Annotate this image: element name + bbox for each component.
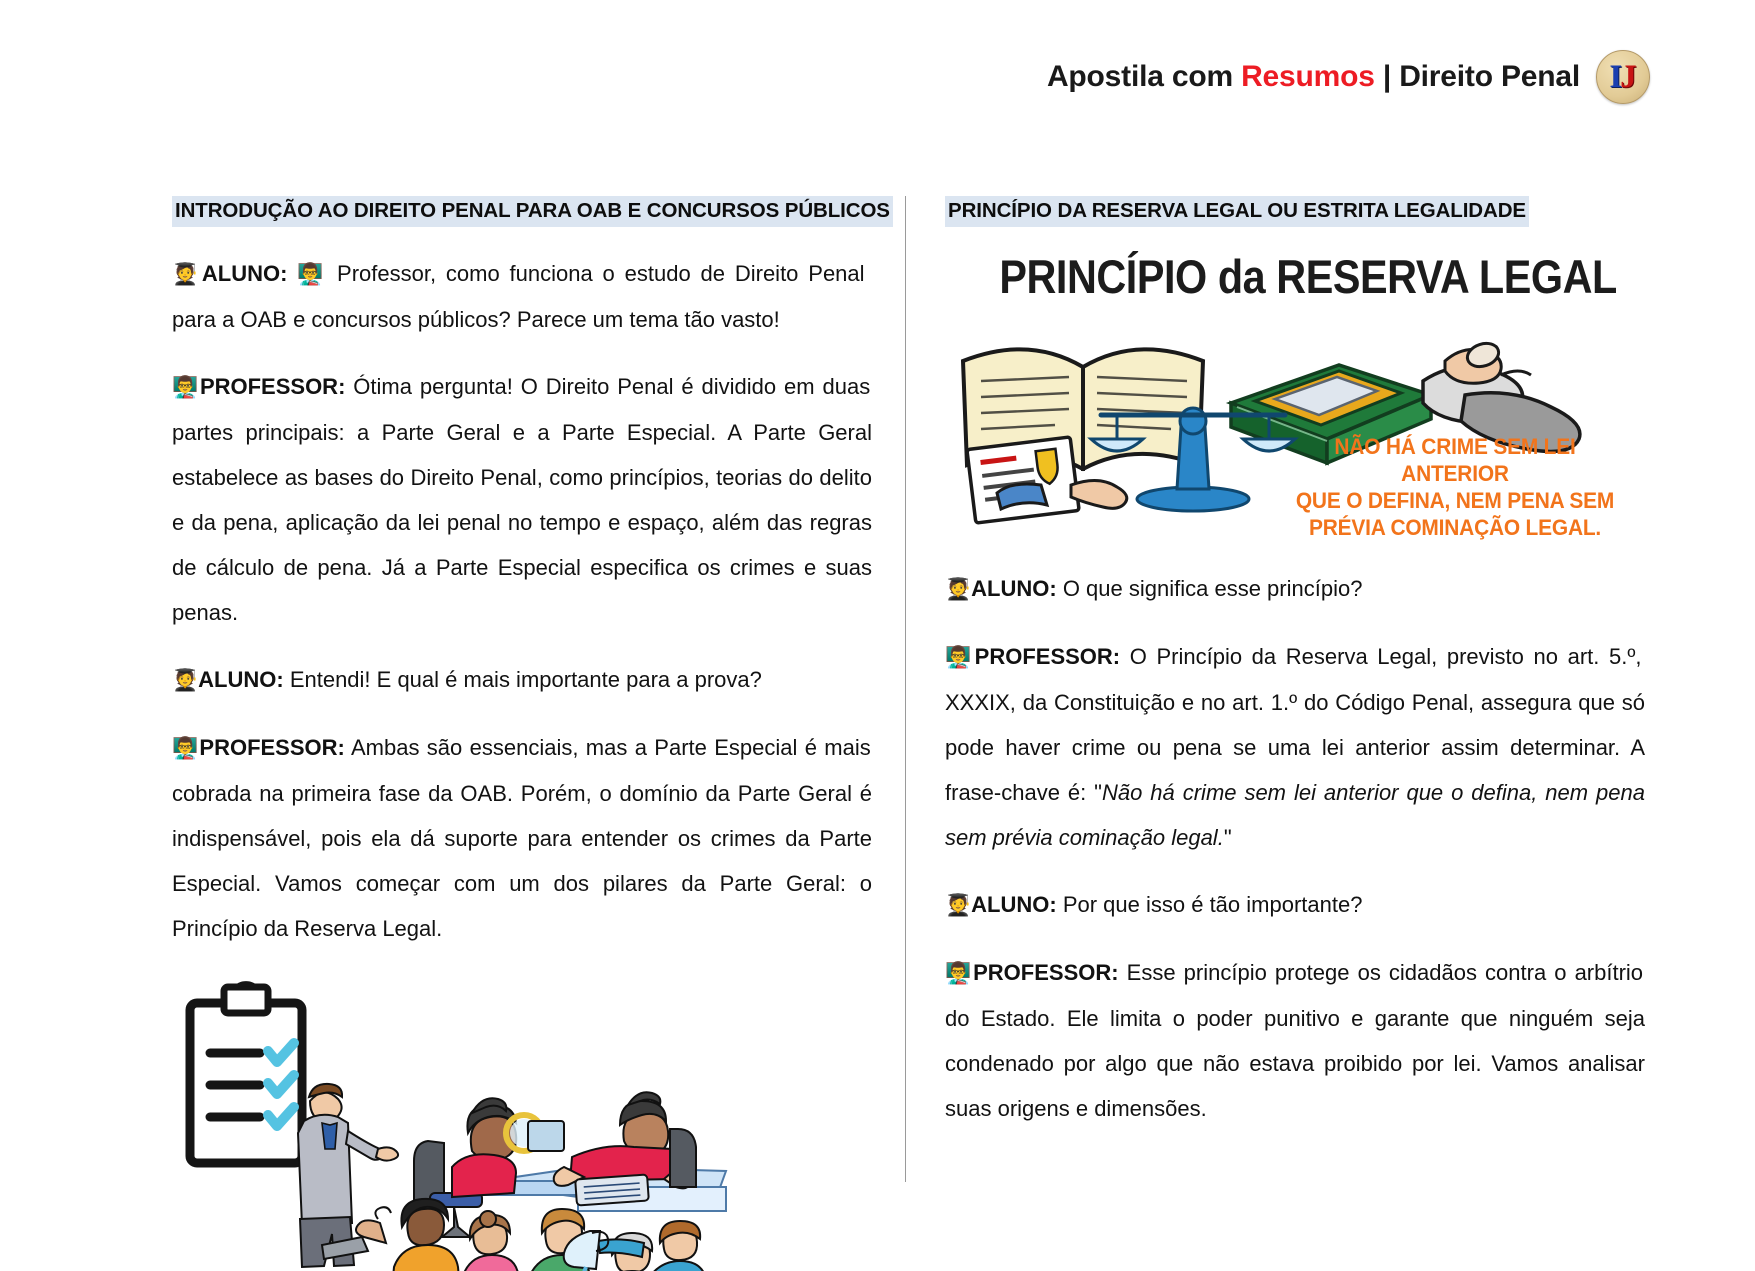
student-icon: 🧑‍🎓 (172, 668, 199, 692)
header-title (1047, 60, 1580, 94)
illustration-title-c: RESERVA LEGAL (1276, 249, 1617, 303)
reserva-legal-illustration (945, 245, 1645, 545)
illustration-caption (1284, 433, 1626, 541)
header-title-part2: Direito Penal (1399, 60, 1580, 93)
classroom-checklist-svg (172, 981, 772, 1271)
caption-line-2: QUE O DEFINA, NEM PENA SEM (1295, 487, 1615, 513)
header-title-accent: Resumos (1241, 60, 1375, 93)
speaker-label-aluno: ALUNO: (971, 891, 1057, 917)
left-column (172, 196, 890, 1271)
logo-letter-i: I (1609, 58, 1623, 95)
speaker-label-aluno: ALUNO: (201, 260, 288, 286)
teacher-icon: 👨‍🏫 (172, 375, 200, 399)
reserva-legal-quote: Não há crime sem lei anterior que o defina, nem pena sem prévia cominação legal. (945, 779, 1645, 850)
speaker-label-aluno: ALUNO: (971, 575, 1057, 601)
left-section-heading: INTRODUÇÃO AO DIREITO PENAL PARA OAB E CONCURSOS PÚBLICOS (172, 196, 893, 227)
right-paragraph-3-text: Por que isso é tão importante? (1056, 891, 1363, 917)
left-paragraph-2-text: Ótima pergunta! O Direito Penal é dividido em duas partes principais: a Parte Geral e a Parte Especial. A Parte Geral estabelece as bases do Direito Penal, como princípios, teorias do delito e da pena, aplicação da lei penal no tempo e espaço, além das regras de cálculo de pena. Já a Parte Especial especifica os crimes e suas penas. (172, 373, 872, 625)
right-paragraph-4 (945, 950, 1645, 1131)
speaker-label-professor: PROFESSOR: (199, 734, 345, 760)
teacher-icon: 👨‍🏫 (297, 262, 328, 286)
left-paragraph-4-text: Ambas são essenciais, mas a Parte Especial é mais cobrada na primeira fase da OAB. Porém, o domínio da Parte Geral é indispensável, pois ela dá suporte para entender os crimes da Parte Especial. Vamos começar com um dos pilares da Parte Geral: o Princípio da Reserva Legal. (172, 734, 872, 941)
left-paragraph-1 (172, 251, 872, 342)
left-paragraph-3 (172, 657, 872, 703)
header-title-part1: Apostila com (1046, 60, 1242, 93)
logo-letter-j: J (1620, 58, 1637, 95)
right-paragraph-2-text-before: O Princípio da Reserva Legal, previsto no art. 5.º, XXXIX, da Constituição e no art. 1.º do Código Penal, assegura que só pode haver crime ou pena se uma lei anterior assim determinar. A frase-chave é: " (945, 643, 1645, 805)
left-paragraph-2 (172, 364, 872, 635)
right-paragraph-1 (945, 566, 1645, 612)
header-title-separator: | (1374, 60, 1400, 93)
speaker-label-professor: PROFESSOR: (973, 959, 1119, 985)
speaker-label-aluno: ALUNO: (198, 666, 284, 692)
illustration-title-a: PRINCÍPIO (999, 249, 1218, 303)
teacher-icon: 👨‍🏫 (945, 961, 974, 985)
page-header (0, 44, 1755, 110)
teacher-icon: 👨‍🏫 (945, 645, 975, 669)
right-section-heading: PRINCÍPIO DA RESERVA LEGAL OU ESTRITA LEGALIDADE (945, 196, 1529, 227)
left-paragraph-1-text: Professor, como funciona o estudo de Direito Penal para a OAB e concursos públicos? Parece um tema tão vasto! (172, 260, 865, 332)
speaker-label-professor: PROFESSOR: (974, 643, 1121, 669)
brand-logo-icon (1596, 50, 1650, 104)
student-icon: 🧑‍🎓 (945, 577, 972, 601)
illustration-title (999, 249, 1617, 304)
left-paragraph-3-text: Entendi! E qual é mais importante para a prova? (283, 666, 762, 692)
right-paragraph-2 (945, 634, 1645, 860)
right-paragraph-4-text: Esse princípio protege os cidadãos contra o arbítrio do Estado. Ele limita o poder punitivo e garante que ninguém seja condenado por algo que não estava proibido por lei. Vamos analisar suas origens e dimensões. (945, 959, 1645, 1121)
right-paragraph-2-text-after: " (1223, 824, 1232, 850)
caption-line-1: NÃO HÁ CRIME SEM LEI ANTERIOR (1334, 433, 1576, 486)
clipboard-icon (190, 983, 302, 1162)
left-paragraph-4 (172, 725, 872, 951)
illustration-title-b: da (1217, 249, 1277, 303)
student-icon: 🧑‍🎓 (172, 262, 202, 286)
speaker-label-professor: PROFESSOR: (199, 373, 346, 399)
column-divider (905, 196, 906, 1182)
right-column (945, 196, 1645, 1153)
right-paragraph-3 (945, 882, 1645, 928)
caption-line-3: PRÉVIA COMINAÇÃO LEGAL. (1308, 514, 1602, 540)
classroom-checklist-illustration (172, 981, 872, 1271)
student-icon: 🧑‍🎓 (945, 893, 972, 917)
teacher-icon: 👨‍🏫 (172, 736, 200, 760)
right-paragraph-1-text: O que significa esse princípio? (1056, 575, 1363, 601)
